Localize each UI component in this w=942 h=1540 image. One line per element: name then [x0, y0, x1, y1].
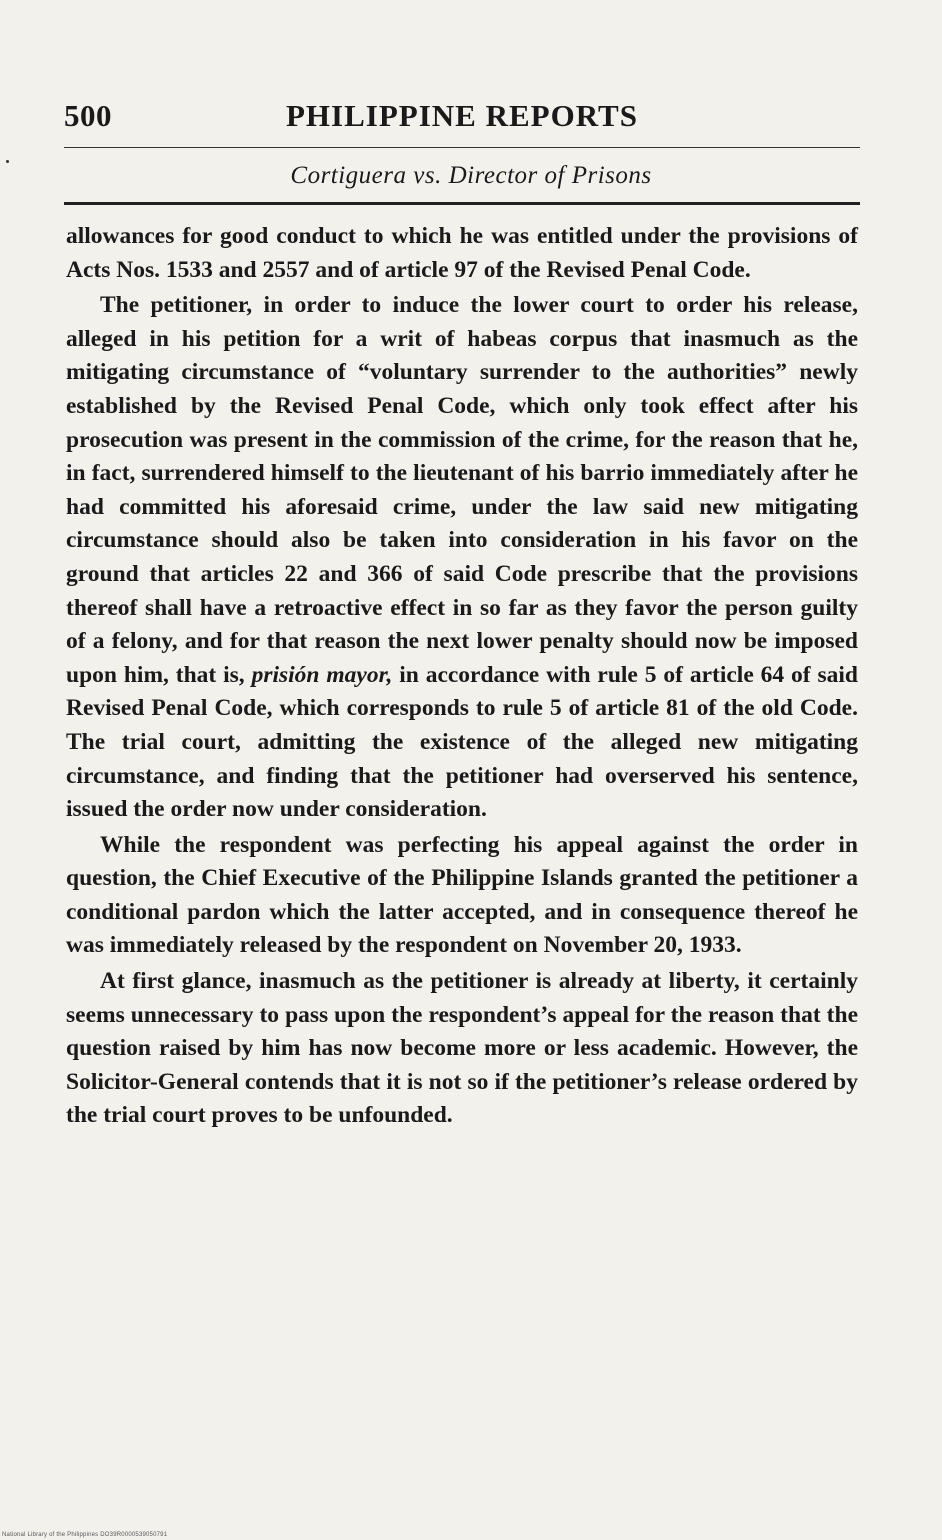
paragraph-4: At first glance, inasmuch as the petitioner is already at liberty, it certainly seems unnecessary to pass upon the respondent’s appeal for the reason that the question raised by him has now become more or less academic. However, the Solicitor-General contends that it is not so if the petitioner’s release ordered by the trial court proves to be unfounded. — [66, 968, 858, 1129]
body-text — [66, 220, 858, 1133]
case-title: Cortiguera vs. Director of Prisons — [290, 162, 652, 189]
header-rule-thick — [64, 202, 860, 205]
paragraph-3: While the respondent was perfecting his appeal against the order in question, the Chief Executive of the Philippine Islands granted the petitioner a conditional pardon which the latter accepted, and in consequence thereof he was immediately released by the respondent on November 20, 1933. — [66, 831, 858, 959]
paragraph-2-italic: prisión mayor, — [251, 661, 393, 688]
running-head: PHILIPPINE REPORTS — [286, 98, 638, 133]
header-rule-thin — [64, 147, 860, 148]
scan-credit: National Library of the Philippines DO39R0000539050791 — [2, 1532, 168, 1538]
paragraph-2 — [66, 289, 858, 827]
scan-speck — [6, 160, 9, 163]
paragraph-2-part-2: in accordance with rule 5 of article 64 of said Revised Penal Code, which corresponds to rule 5 of article 81 of the old Code. The trial court, admitting the existence of the alleged new mitigating circumstance, and finding that the petitioner had overserved his sentence, issued the order now under consideration. — [66, 661, 858, 823]
paragraph-1: allowances for good conduct to which he was entitled under the provisions of Acts Nos. 1533 and 2557 and of article 97 of the Revised Penal Code. — [66, 223, 858, 283]
page-number: 500 — [64, 98, 112, 133]
paragraph-2-part-1: The petitioner, in order to induce the lower court to order his release, alleged in his petition for a writ of habeas corpus that inasmuch as the mitigating circumstance of “voluntary surrender to the authorities” newly established by the Revised Penal Code, which only took effect after his prosecution was present in the commission of the crime, for the reason that he, in fact, surrendered himself to the lieutenant of his barrio immediately after he had committed his aforesaid crime, under the law said new mitigating circumstance should also be taken into consideration in his favor on the ground that articles 22 and 366 of said Code prescribe that the provisions thereof shall have a retroactive effect in so far as they favor the person guilty of a felony, and for that reason the next lower penalty should now be imposed upon him, that is, — [66, 292, 858, 688]
